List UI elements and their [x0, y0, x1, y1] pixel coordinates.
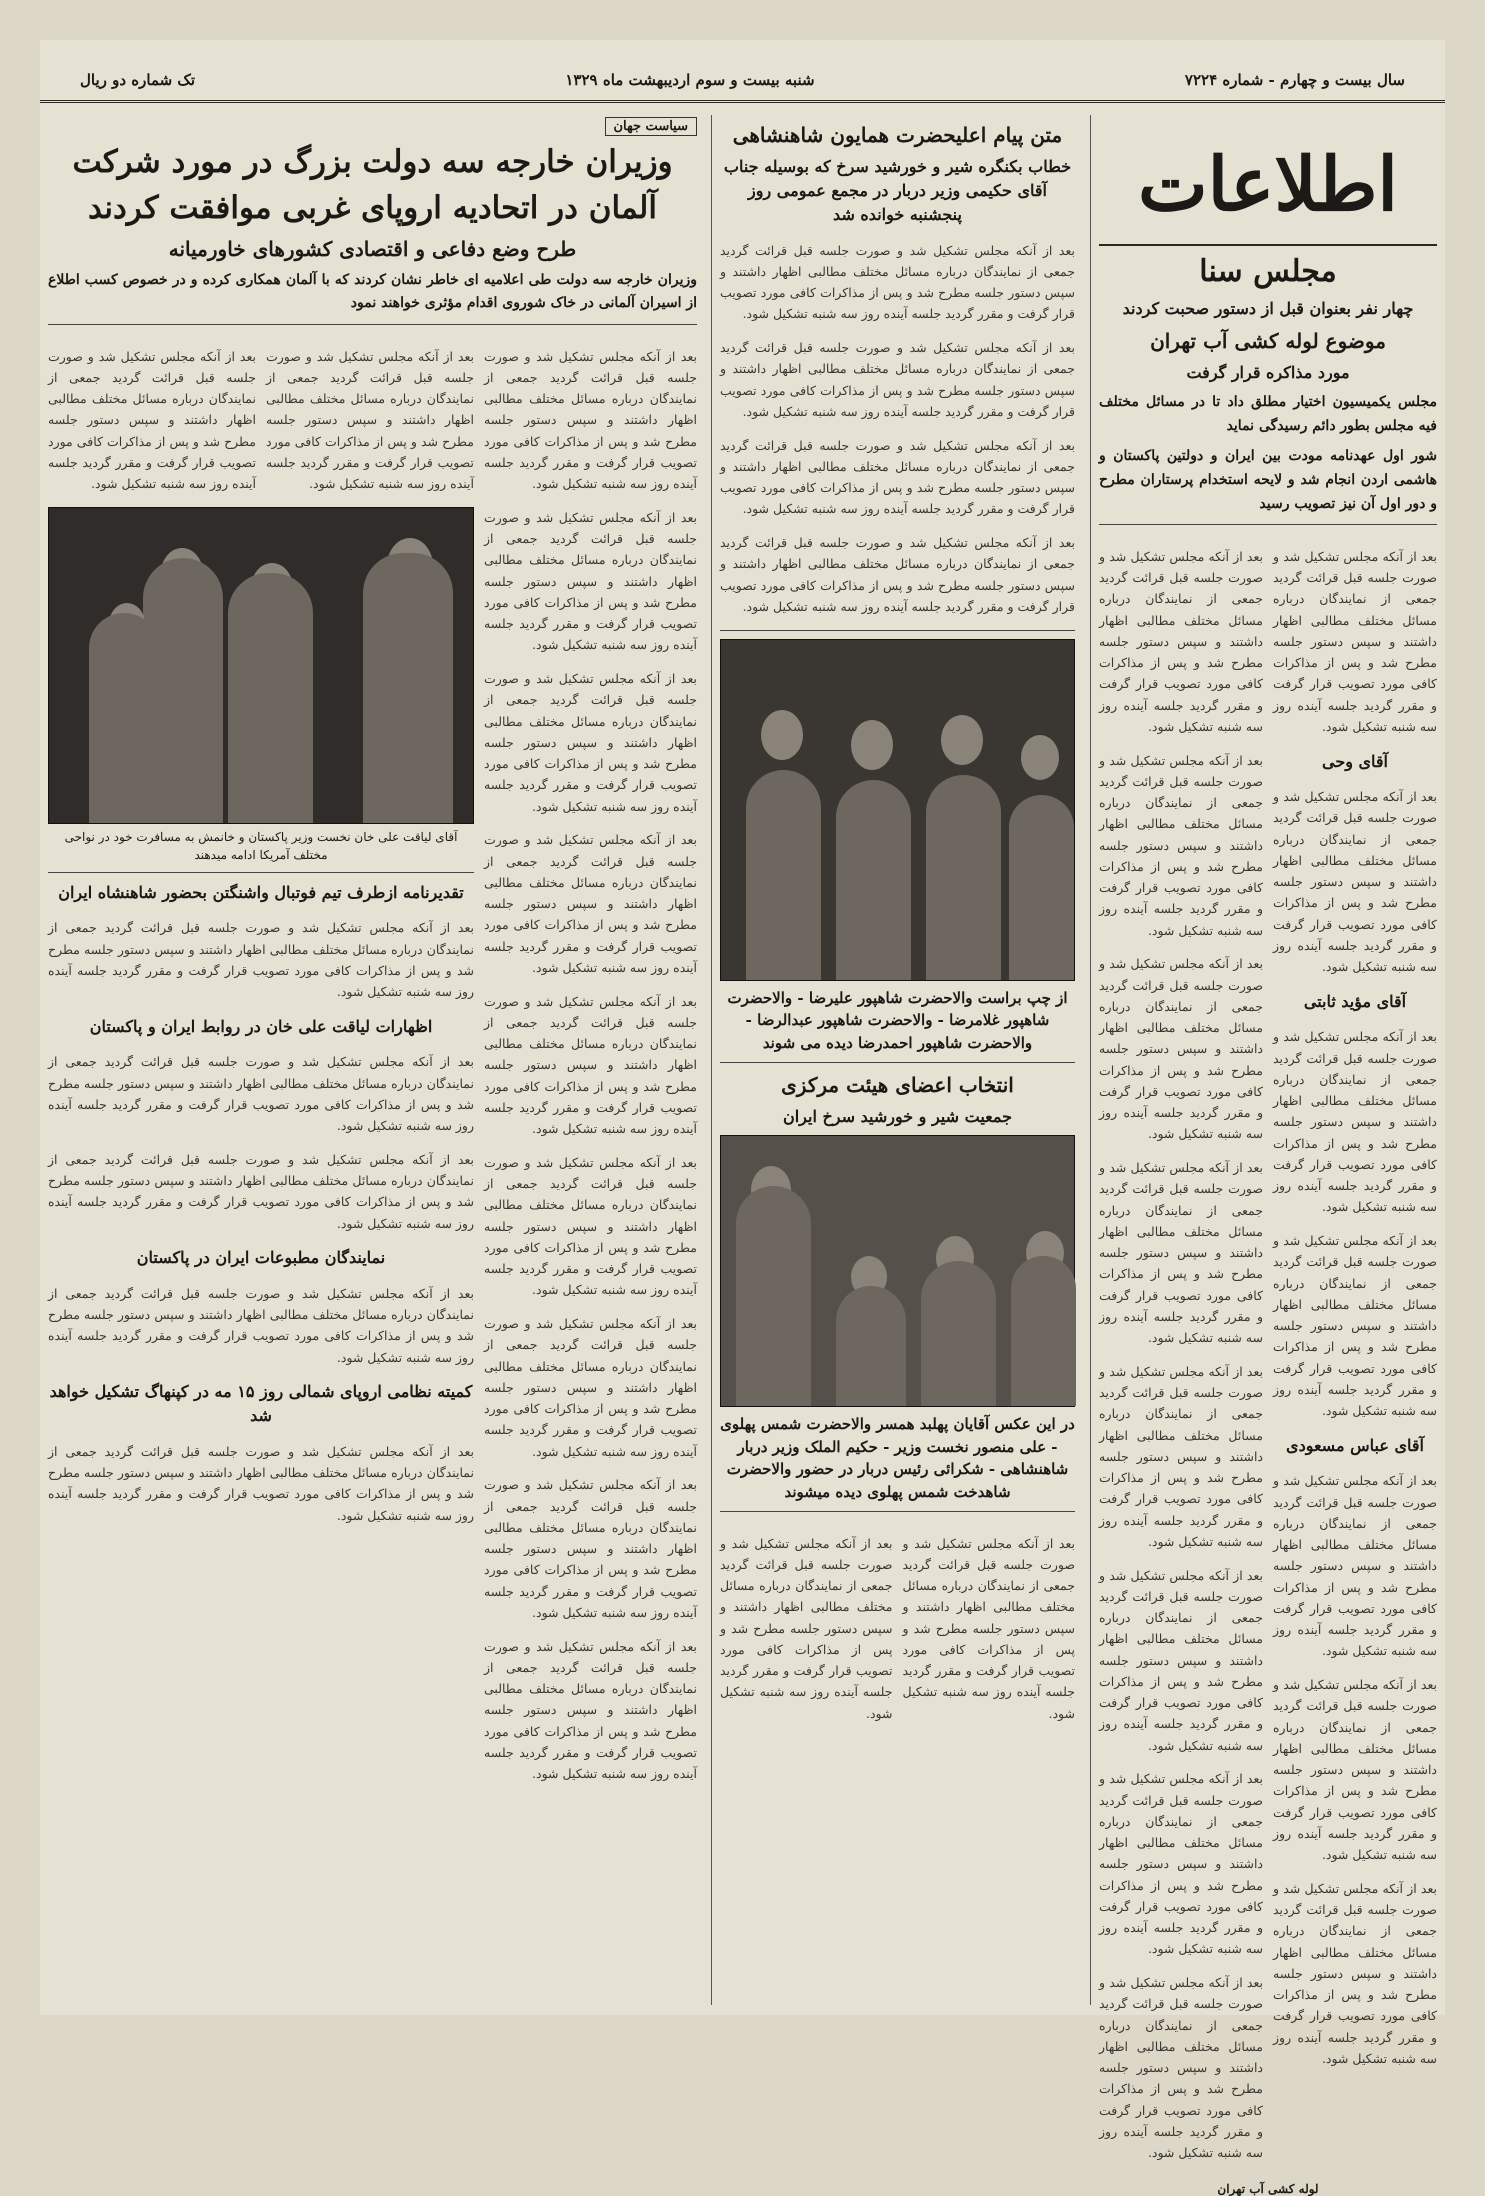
- senate-sub3: مورد مذاکره قرار گرفت: [1186, 363, 1350, 383]
- filler-text: بعد از آنکه مجلس تشکیل شد و صورت جلسه قبل قرائت گردید جمعی از نمایندگان درباره مسائل مختلف مطالبی اظهار داشتند و سپس دستور جلسه مطرح شد و پس از مذاکرات کافی مورد تصویب قرار گرفت و مقرر گردید جلسه آینده روز سه شنبه تشکیل شود.: [1099, 1975, 1263, 2161]
- filler-text: بعد از آنکه مجلس تشکیل شد و صورت جلسه قبل قرائت گردید جمعی از نمایندگان درباره مسائل مختلف مطالبی اظهار داشتند و سپس دستور جلسه مطرح شد و پس از مذاکرات کافی مورد تصویب قرار گرفت و مقرر گردید جلسه آینده روز سه شنبه تشکیل شود.: [1099, 1771, 1263, 1957]
- filler-text: بعد از آنکه مجلس تشکیل شد و صورت جلسه قبل قرائت گردید جمعی از نمایندگان درباره مسائل مختلف مطالبی اظهار داشتند و سپس دستور جلسه مطرح شد و پس از مذاکرات کافی مورد تصویب قرار گرفت و مقرر گردید جلسه آینده روز سه شنبه تشکیل شود.: [720, 340, 1075, 419]
- election-sub: جمعیت شیر و خورشید سرخ ایران: [782, 1107, 1013, 1126]
- filler-text: بعد از آنکه مجلس تشکیل شد و صورت جلسه قبل قرائت گردید جمعی از نمایندگان درباره مسائل مختلف مطالبی اظهار داشتند و سپس دستور جلسه مطرح شد و پس از مذاکرات کافی مورد تصویب قرار گرفت و مقرر گردید جلسه آینده روز سه شنبه تشکیل شود.: [720, 242, 1075, 322]
- senate-sub1: چهار نفر بعنوان قبل از دستور صحبت کردند: [1122, 299, 1414, 319]
- filler-text: بعد از آنکه مجلس تشکیل شد و صورت جلسه قبل قرائت گردید جمعی از نمایندگان درباره مسائل مختلف مطالبی اظهار داشتند و سپس دستور جلسه مطرح شد و پس از مذاکرات کافی مورد تصویب قرار گرفت و مقرر گردید جلسه آینده روز سه شنبه تشکیل شود.: [720, 535, 1075, 614]
- filler-text: بعد از آنکه مجلس تشکیل شد و صورت جلسه قبل قرائت گردید جمعی از نمایندگان درباره مسائل مختلف مطالبی اظهار داشتند و سپس دستور جلسه مطرح شد و پس از مذاکرات کافی مورد تصویب قرار گرفت و مقرر گردید جلسه آینده روز سه شنبه تشکیل شود.: [484, 832, 697, 975]
- meeting-photo: [720, 1135, 1075, 1407]
- left-column: [40, 115, 705, 2005]
- filler-text: بعد از آنکه مجلس تشکیل شد و صورت جلسه قبل قرائت گردید جمعی از نمایندگان درباره مسائل مختلف مطالبی اظهار داشتند و سپس دستور جلسه مطرح شد و پس از مذاکرات کافی مورد تصویب قرار گرفت و مقرر گردید جلسه آینده روز سه شنبه تشکیل شود.: [1273, 1029, 1437, 1215]
- senate-sub2: موضوع لوله کشی آب تهران: [1150, 329, 1386, 354]
- filler-text: بعد از آنکه مجلس تشکیل شد و صورت جلسه قبل قرائت گردید جمعی از نمایندگان درباره مسائل مختلف مطالبی اظهار داشتند و سپس دستور جلسه مطرح شد و پس از مذاکرات کافی مورد تصویب قرار گرفت و مقرر گردید جلسه آینده روز سه شنبه تشکیل شود.: [48, 1151, 474, 1231]
- press-headline: نمایندگان مطبوعات ایران در پاکستان: [136, 1248, 386, 1268]
- royal-message-sub: خطاب بکنگره شیر و خورشید سرخ که بوسیله جناب آقای حکیمی وزیر دربار در مجمع عمومی روز پنجشنبه خوانده شد: [723, 157, 1072, 224]
- nato-headline: کمیته نظامی اروپای شمالی روز ۱۵ مه در کپنهاگ تشکیل خواهد شد: [49, 1382, 473, 1426]
- speaker-moayed: آقای مؤید ثابتی: [1303, 991, 1407, 1011]
- filler-text: بعد از آنکه مجلس تشکیل شد و صورت جلسه قبل قرائت گردید جمعی از نمایندگان درباره مسائل مختلف مطالبی اظهار داشتند و سپس دستور جلسه مطرح شد و پس از مذاکرات کافی مورد تصویب قرار گرفت و مقرر گردید جلسه آینده روز سه شنبه تشکیل شود.: [48, 348, 256, 492]
- liaquat-statements-headline: اظهارات لیاقت علی خان در روابط ایران و پاکستان: [89, 1016, 433, 1036]
- filler-text: بعد از آنکه مجلس تشکیل شد و صورت جلسه قبل قرائت گردید جمعی از نمایندگان درباره مسائل مختلف مطالبی اظهار داشتند و سپس دستور جلسه مطرح شد و پس از مذاکرات کافی مورد تصویب قرار گرفت و مقرر گردید جلسه آینده روز سه شنبه تشکیل شود.: [48, 1443, 474, 1523]
- foreign-ministers-headline: وزیران خارجه سه دولت بزرگ در مورد شرکت: [72, 144, 673, 180]
- newspaper-logo: اطلاعات: [1099, 115, 1437, 246]
- speaker-vahi: آقای وحی: [1321, 751, 1388, 771]
- royal-message-headline: متن پیام اعلیحضرت همایون شاهنشاهی: [732, 123, 1063, 147]
- issue-price: تک شماره دو ریال: [80, 71, 196, 89]
- filler-text: بعد از آنکه مجلس تشکیل شد و صورت جلسه قبل قرائت گردید جمعی از نمایندگان درباره مسائل مختلف مطالبی اظهار داشتند و سپس دستور جلسه مطرح شد و پس از مذاکرات کافی مورد تصویب قرار گرفت و مقرر گردید جلسه آینده روز سه شنبه تشکیل شود.: [1273, 789, 1437, 975]
- filler-text: بعد از آنکه مجلس تشکیل شد و صورت جلسه قبل قرائت گردید جمعی از نمایندگان درباره مسائل مختلف مطالبی اظهار داشتند و سپس دستور جلسه مطرح شد و پس از مذاکرات کافی مورد تصویب قرار گرفت و مقرر گردید جلسه آینده روز سه شنبه تشکیل شود.: [484, 509, 697, 653]
- election-headline: انتخاب اعضای هیئت مرکزی: [781, 1073, 1014, 1097]
- issue-number: سال بیست و چهارم - شماره ۷۲۲۴: [1184, 71, 1405, 89]
- filler-text: بعد از آنکه مجلس تشکیل شد و صورت جلسه قبل قرائت گردید جمعی از نمایندگان درباره مسائل مختلف مطالبی اظهار داشتند و سپس دستور جلسه مطرح شد و پس از مذاکرات کافی مورد تصویب قرار گرفت و مقرر گردید جلسه آینده روز سه شنبه تشکیل شود.: [484, 1638, 697, 1782]
- filler-text: بعد از آنکه مجلس تشکیل شد و صورت جلسه قبل قرائت گردید جمعی از نمایندگان درباره مسائل مختلف مطالبی اظهار داشتند و سپس دستور جلسه مطرح شد و پس از مذاکرات کافی مورد تصویب قرار گرفت و مقرر گردید جلسه آینده روز سه شنبه تشکیل شود.: [484, 1316, 697, 1459]
- filler-text: بعد از آنکه مجلس تشکیل شد و صورت جلسه قبل قرائت گردید جمعی از نمایندگان درباره مسائل مختلف مطالبی اظهار داشتند و سپس دستور جلسه مطرح شد و پس از مذاکرات کافی مورد تصویب قرار گرفت و مقرر گردید جلسه آینده روز سه شنبه تشکیل شود.: [1099, 1363, 1263, 1549]
- senate-p1: مجلس یکمیسیون اختیار مطلق داد تا در مسائل مختلف فیه مجلس بطور دائم رسیدگی نماید: [1099, 394, 1437, 435]
- football-headline: تقدیرنامه ازطرف تیم فوتبال واشنگتن بحضور شاهنشاه ایران: [58, 882, 464, 902]
- germany-headline: آلمان در اتحادیه اروپای غربی موافقت کردند: [88, 190, 657, 227]
- filler-text: بعد از آنکه مجلس تشکیل شد و صورت جلسه قبل قرائت گردید جمعی از نمایندگان درباره مسائل مختلف مطالبی اظهار داشتند و سپس دستور جلسه مطرح شد و پس از مذاکرات کافی مورد تصویب قرار گرفت و مقرر گردید جلسه آینده روز سه شنبه تشکیل شود.: [266, 348, 474, 492]
- filler-text: بعد از آنکه مجلس تشکیل شد و صورت جلسه قبل قرائت گردید جمعی از نمایندگان درباره مسائل مختلف مطالبی اظهار داشتند و سپس دستور جلسه مطرح شد و پس از مذاکرات کافی مورد تصویب قرار گرفت و مقرر گردید جلسه آینده روز سه شنبه تشکیل شود.: [1273, 1677, 1437, 1863]
- speaker-masoudi: آقای عباس مسعودی: [1286, 1435, 1424, 1455]
- filler-text: بعد از آنکه مجلس تشکیل شد و صورت جلسه قبل قرائت گردید جمعی از نمایندگان درباره مسائل مختلف مطالبی اظهار داشتند و سپس دستور جلسه مطرح شد و پس از مذاکرات کافی مورد تصویب قرار گرفت و مقرر گردید جلسه آینده روز سه شنبه تشکیل شود.: [1099, 1567, 1263, 1753]
- filler-text: بعد از آنکه مجلس تشکیل شد و صورت جلسه قبل قرائت گردید جمعی از نمایندگان درباره مسائل مختلف مطالبی اظهار داشتند و سپس دستور جلسه مطرح شد و پس از مذاکرات کافی مورد تصویب قرار گرفت و مقرر گردید جلسه آینده روز سه شنبه تشکیل شود.: [484, 671, 697, 814]
- masthead: [40, 60, 1445, 103]
- continued-footer: لوله کشی آب تهران: [1217, 2181, 1319, 2196]
- filler-text: بعد از آنکه مجلس تشکیل شد و صورت جلسه قبل قرائت گردید جمعی از نمایندگان درباره مسائل مختلف مطالبی اظهار داشتند و سپس دستور جلسه مطرح شد و پس از مذاکرات کافی مورد تصویب قرار گرفت و مقرر گردید جلسه آینده روز سه شنبه تشکیل شود.: [902, 1535, 1075, 1721]
- middle-column: [711, 115, 1083, 2005]
- filler-text: بعد از آنکه مجلس تشکیل شد و صورت جلسه قبل قرائت گردید جمعی از نمایندگان درباره مسائل مختلف مطالبی اظهار داشتند و سپس دستور جلسه مطرح شد و پس از مذاکرات کافی مورد تصویب قرار گرفت و مقرر گردید جلسه آینده روز سه شنبه تشکیل شود.: [1099, 752, 1263, 938]
- filler-text: بعد از آنکه مجلس تشکیل شد و صورت جلسه قبل قرائت گردید جمعی از نمایندگان درباره مسائل مختلف مطالبی اظهار داشتند و سپس دستور جلسه مطرح شد و پس از مذاکرات کافی مورد تصویب قرار گرفت و مقرر گردید جلسه آینده روز سه شنبه تشکیل شود.: [1273, 1880, 1437, 2066]
- filler-text: بعد از آنکه مجلس تشکیل شد و صورت جلسه قبل قرائت گردید جمعی از نمایندگان درباره مسائل مختلف مطالبی اظهار داشتند و سپس دستور جلسه مطرح شد و پس از مذاکرات کافی مورد تصویب قرار گرفت و مقرر گردید جلسه آینده روز سه شنبه تشکیل شود.: [484, 1477, 697, 1620]
- newspaper-page: [40, 40, 1445, 2196]
- filler-text: بعد از آنکه مجلس تشکیل شد و صورت جلسه قبل قرائت گردید جمعی از نمایندگان درباره مسائل مختلف مطالبی اظهار داشتند و سپس دستور جلسه مطرح شد و پس از مذاکرات کافی مورد تصویب قرار گرفت و مقرر گردید جلسه آینده روز سه شنبه تشکیل شود.: [484, 1154, 697, 1298]
- senate-p2: شور اول عهدنامه مودت بین ایران و دولتین پاکستان و هاشمی اردن انجام شد و لایحه استخدام پرستاران مطرح و دور اول آن نیز تصویب رسید: [1099, 447, 1437, 512]
- middle-east-headline: طرح وضع دفاعی و اقتصادی کشورهای خاورمیانه: [168, 236, 577, 261]
- right-column: [1090, 115, 1445, 2196]
- senate-headline: مجلس سنا: [1199, 254, 1337, 290]
- liaquat-photo: [48, 507, 474, 824]
- filler-text: بعد از آنکه مجلس تشکیل شد و صورت جلسه قبل قرائت گردید جمعی از نمایندگان درباره مسائل مختلف مطالبی اظهار داشتند و سپس دستور جلسه مطرح شد و پس از مذاکرات کافی مورد تصویب قرار گرفت و مقرر گردید جلسه آینده روز سه شنبه تشکیل شود.: [1099, 1160, 1263, 1346]
- filler-text: بعد از آنکه مجلس تشکیل شد و صورت جلسه قبل قرائت گردید جمعی از نمایندگان درباره مسائل مختلف مطالبی اظهار داشتند و سپس دستور جلسه مطرح شد و پس از مذاکرات کافی مورد تصویب قرار گرفت و مقرر گردید جلسه آینده روز سه شنبه تشکیل شود.: [484, 348, 697, 492]
- lead-paragraph: وزیران خارجه سه دولت طی اعلامیه ای خاطر نشان کردند که با آلمان همکاری کرده و در خصوص کسب اطلاع از اسیران آلمانی در خاک شوروی اقدام مؤثری خواهند نمود: [48, 271, 697, 312]
- section-tag: سیاست جهان: [605, 117, 698, 136]
- princes-caption: از چپ براست والاحضرت شاهپور علیرضا - والاحضرت شاهپور غلامرضا - والاحضرت شاهپور عبدالرضا - والاحضرت شاهپور احمدرضا دیده می شوند: [727, 988, 1068, 1052]
- filler-text: بعد از آنکه مجلس تشکیل شد و صورت جلسه قبل قرائت گردید جمعی از نمایندگان درباره مسائل مختلف مطالبی اظهار داشتند و سپس دستور جلسه مطرح شد و پس از مذاکرات کافی مورد تصویب قرار گرفت و مقرر گردید جلسه آینده روز سه شنبه تشکیل شود.: [720, 437, 1075, 517]
- filler-text: بعد از آنکه مجلس تشکیل شد و صورت جلسه قبل قرائت گردید جمعی از نمایندگان درباره مسائل مختلف مطالبی اظهار داشتند و سپس دستور جلسه مطرح شد و پس از مذاکرات کافی مورد تصویب قرار گرفت و مقرر گردید جلسه آینده روز سه شنبه تشکیل شود.: [1273, 548, 1437, 734]
- filler-text: بعد از آنکه مجلس تشکیل شد و صورت جلسه قبل قرائت گردید جمعی از نمایندگان درباره مسائل مختلف مطالبی اظهار داشتند و سپس دستور جلسه مطرح شد و پس از مذاکرات کافی مورد تصویب قرار گرفت و مقرر گردید جلسه آینده روز سه شنبه تشکیل شود.: [1273, 1233, 1437, 1419]
- filler-text: بعد از آنکه مجلس تشکیل شد و صورت جلسه قبل قرائت گردید جمعی از نمایندگان درباره مسائل مختلف مطالبی اظهار داشتند و سپس دستور جلسه مطرح شد و پس از مذاکرات کافی مورد تصویب قرار گرفت و مقرر گردید جلسه آینده روز سه شنبه تشکیل شود.: [48, 1285, 474, 1365]
- meeting-caption: در این عکس آقایان پهلبد همسر والاحضرت شمس پهلوی - علی منصور نخست وزیر - حکیم الملک وزیر دربار شاهنشاهی - شکرائی رئیس دربار در حضور والاحضرت شاهدخت شمس پهلوی دیده میشوند: [720, 1415, 1075, 1501]
- filler-text: بعد از آنکه مجلس تشکیل شد و صورت جلسه قبل قرائت گردید جمعی از نمایندگان درباره مسائل مختلف مطالبی اظهار داشتند و سپس دستور جلسه مطرح شد و پس از مذاکرات کافی مورد تصویب قرار گرفت و مقرر گردید جلسه آینده روز سه شنبه تشکیل شود.: [484, 993, 697, 1137]
- filler-text: بعد از آنکه مجلس تشکیل شد و صورت جلسه قبل قرائت گردید جمعی از نمایندگان درباره مسائل مختلف مطالبی اظهار داشتند و سپس دستور جلسه مطرح شد و پس از مذاکرات کافی مورد تصویب قرار گرفت و مقرر گردید جلسه آینده روز سه شنبه تشکیل شود.: [1273, 1473, 1437, 1659]
- issue-date: شنبه بیست و سوم اردیبهشت ماه ۱۳۲۹: [565, 71, 815, 89]
- filler-text: بعد از آنکه مجلس تشکیل شد و صورت جلسه قبل قرائت گردید جمعی از نمایندگان درباره مسائل مختلف مطالبی اظهار داشتند و سپس دستور جلسه مطرح شد و پس از مذاکرات کافی مورد تصویب قرار گرفت و مقرر گردید جلسه آینده روز سه شنبه تشکیل شود.: [48, 920, 474, 1000]
- filler-text: بعد از آنکه مجلس تشکیل شد و صورت جلسه قبل قرائت گردید جمعی از نمایندگان درباره مسائل مختلف مطالبی اظهار داشتند و سپس دستور جلسه مطرح شد و پس از مذاکرات کافی مورد تصویب قرار گرفت و مقرر گردید جلسه آینده روز سه شنبه تشکیل شود.: [48, 1054, 474, 1134]
- liaquat-caption: آقای لیاقت علی خان نخست وزیر پاکستان و خانمش به مسافرت خود در نواحی مختلف آمریکا ادامه میدهند: [64, 829, 458, 862]
- filler-text: بعد از آنکه مجلس تشکیل شد و صورت جلسه قبل قرائت گردید جمعی از نمایندگان درباره مسائل مختلف مطالبی اظهار داشتند و سپس دستور جلسه مطرح شد و پس از مذاکرات کافی مورد تصویب قرار گرفت و مقرر گردید جلسه آینده روز سه شنبه تشکیل شود.: [1099, 956, 1263, 1142]
- princes-photo: [720, 639, 1075, 981]
- filler-text: بعد از آنکه مجلس تشکیل شد و صورت جلسه قبل قرائت گردید جمعی از نمایندگان درباره مسائل مختلف مطالبی اظهار داشتند و سپس دستور جلسه مطرح شد و پس از مذاکرات کافی مورد تصویب قرار گرفت و مقرر گردید جلسه آینده روز سه شنبه تشکیل شود.: [720, 1535, 893, 1721]
- filler-text: بعد از آنکه مجلس تشکیل شد و صورت جلسه قبل قرائت گردید جمعی از نمایندگان درباره مسائل مختلف مطالبی اظهار داشتند و سپس دستور جلسه مطرح شد و پس از مذاکرات کافی مورد تصویب قرار گرفت و مقرر گردید جلسه آینده روز سه شنبه تشکیل شود.: [1099, 548, 1263, 734]
